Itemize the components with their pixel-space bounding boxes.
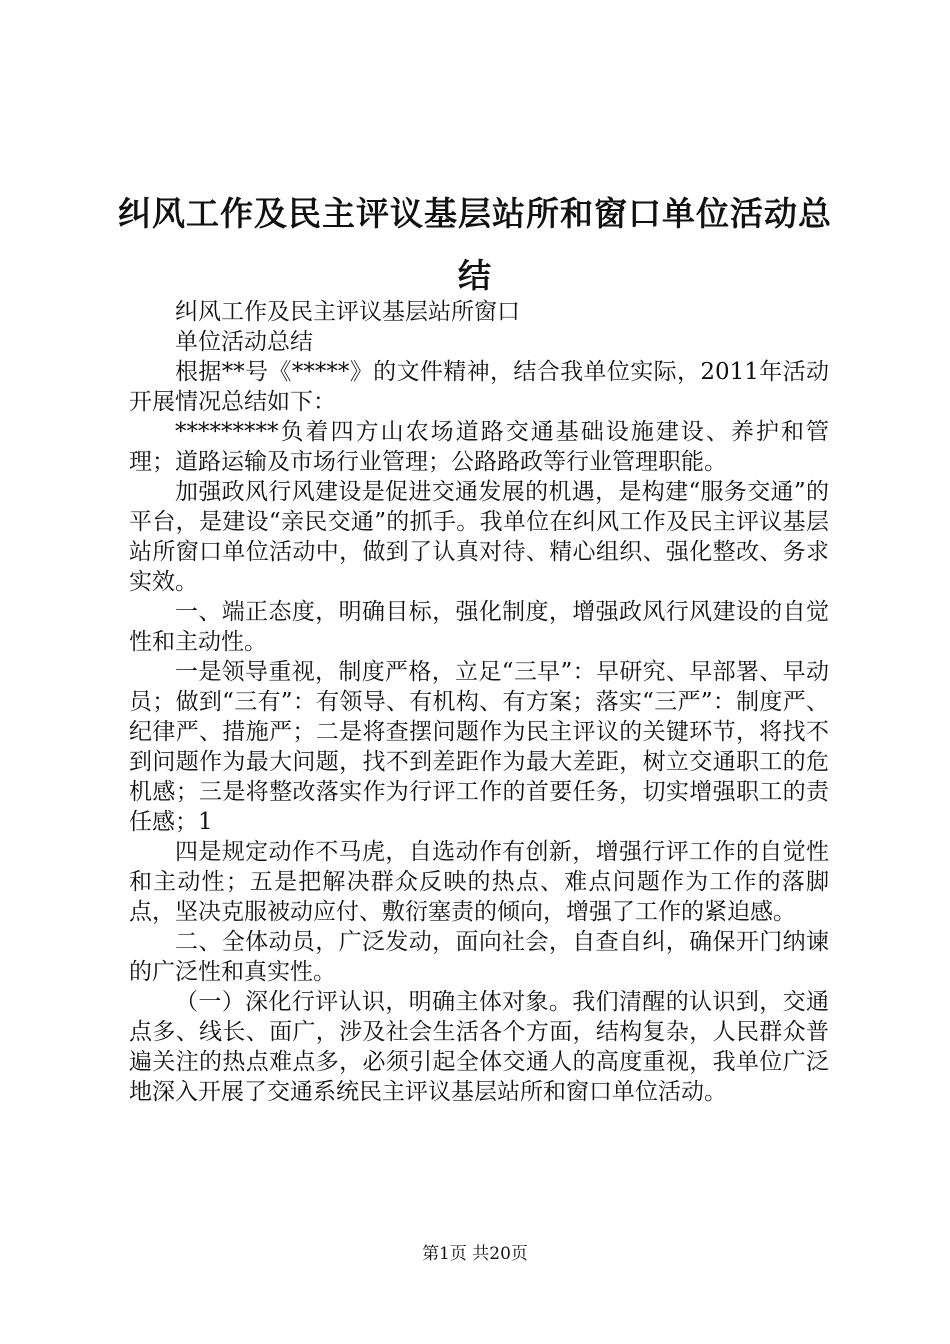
paragraph: 四是规定动作不马虎，自选动作有创新，增强行评工作的自觉性和主动性；五是把解决群众反映的热点、难点问题作为工作的落脚点，坚决克服被动应付、敷衍塞责的倾向，增强了工作的紧迫感。 <box>129 839 829 925</box>
paragraph: 单位活动总结 <box>175 329 313 355</box>
document-title: 纠风工作及民主评议基层站所和窗口单位活动总结 <box>118 194 832 295</box>
paragraph: 根据**号《*****》的文件精神，结合我单位实际，2011年活动开展情况总结如下： <box>129 359 829 415</box>
paragraph: （一）深化行评认识，明确主体对象。我们清醒的认识到，交通点多、线长、面广，涉及社会生活各个方面，结构复杂，人民群众普遍关注的热点难点多，必须引起全体交通人的高度重视，我单位广泛地深入开展了交通系统民主评议基层站所和窗口单位活动。 <box>129 989 829 1105</box>
paragraph: 一是领导重视，制度严格，立足“三早”：早研究、早部署、早动员；做到“三有”：有领导、有机构、有方案；落实“三严”：制度严、纪律严、措施严；二是将查摆问题作为民主评议的关键环节，将找不到问题作为最大问题，找不到差距作为最大差距，树立交通职工的危机感；三是将整改落实作为行评工作的首要任务，切实增强职工的责任感；1 <box>129 659 829 835</box>
page-footer: 第1页 共20页 <box>422 1244 528 1264</box>
paragraph: 纠风工作及民主评议基层站所窗口 <box>175 299 520 325</box>
paragraph: 加强政风行风建设是促进交通发展的机遇，是构建“服务交通”的平台，是建设“亲民交通”的抓手。我单位在纠风工作及民主评议基层站所窗口单位活动中，做到了认真对待、精心组织、强化整改、务求实效。 <box>129 479 829 595</box>
paragraph: 一、端正态度，明确目标，强化制度，增强政风行风建设的自觉性和主动性。 <box>129 599 829 655</box>
paragraph: *********负着四方山农场道路交通基础设施建设、养护和管理；道路运输及市场行业管理；公路路政等行业管理职能。 <box>129 419 829 475</box>
document-body <box>129 297 829 1107</box>
paragraph: 二、全体动员，广泛发动，面向社会，自查自纠，确保开门纳谏的广泛性和真实性。 <box>129 929 829 985</box>
